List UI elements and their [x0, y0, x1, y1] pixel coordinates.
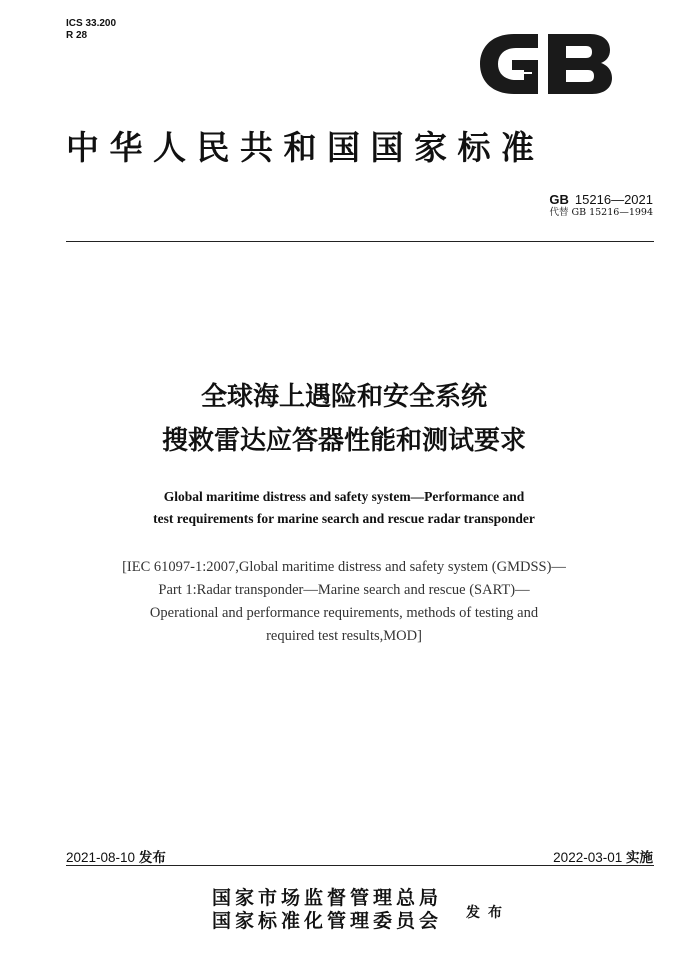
gb-logo [474, 28, 614, 100]
gb-logo-b [548, 34, 612, 94]
standard-number [549, 192, 653, 207]
issue-label: 发布 [138, 850, 166, 865]
publish-label: 发布 [466, 905, 510, 921]
issuer-sac: 国家标准化管理委员会 [212, 910, 443, 932]
effective-label: 实施 [626, 850, 653, 865]
title-zh-line2: 搜救雷达应答器性能和测试要求 [161, 426, 526, 456]
effective-date-block [553, 846, 653, 866]
ics-code: ICS 33.200 [66, 18, 117, 29]
effective-date: 2022-03-01 [553, 850, 623, 865]
gb-logo-g [480, 34, 538, 94]
issue-date: 2021-08-10 [66, 850, 136, 865]
title-zh-line1: 全球海上遇险和安全系统 [200, 382, 487, 412]
issuer-samr: 国家市场监督管理总局 [212, 887, 443, 909]
bottom-divider [66, 865, 654, 866]
ccs-code: R 28 [66, 30, 88, 41]
standard-prefix: GB [549, 192, 569, 207]
standard-number-value: 15216—2021 [574, 192, 653, 207]
classification-codes [66, 18, 116, 42]
title-en-line1: Global maritime distress and safety system—Performance and [163, 489, 525, 504]
iec-reference-line1: [IEC 61097-1:2007,Global maritime distress and safety system (GMDSS)— [122, 559, 566, 575]
replaces-standard: 代替 GB 15216—1994 [549, 207, 653, 218]
standard-number-block [549, 192, 653, 219]
issue-date-block [66, 846, 166, 866]
iec-reference-line2: Part 1:Radar transponder—Marine search and rescue (SART)— [158, 582, 530, 598]
issuing-authorities [212, 887, 442, 933]
national-standard-heading: 中华人民共和国国家标准 [66, 128, 545, 167]
iec-reference-line3: Operational and performance requirements, methods of testing and [149, 605, 539, 621]
title-en-line2: test requirements for marine search and rescue radar transponder [153, 511, 535, 526]
top-divider [66, 241, 654, 242]
iec-reference-line4: required test results,MOD] [266, 628, 422, 644]
